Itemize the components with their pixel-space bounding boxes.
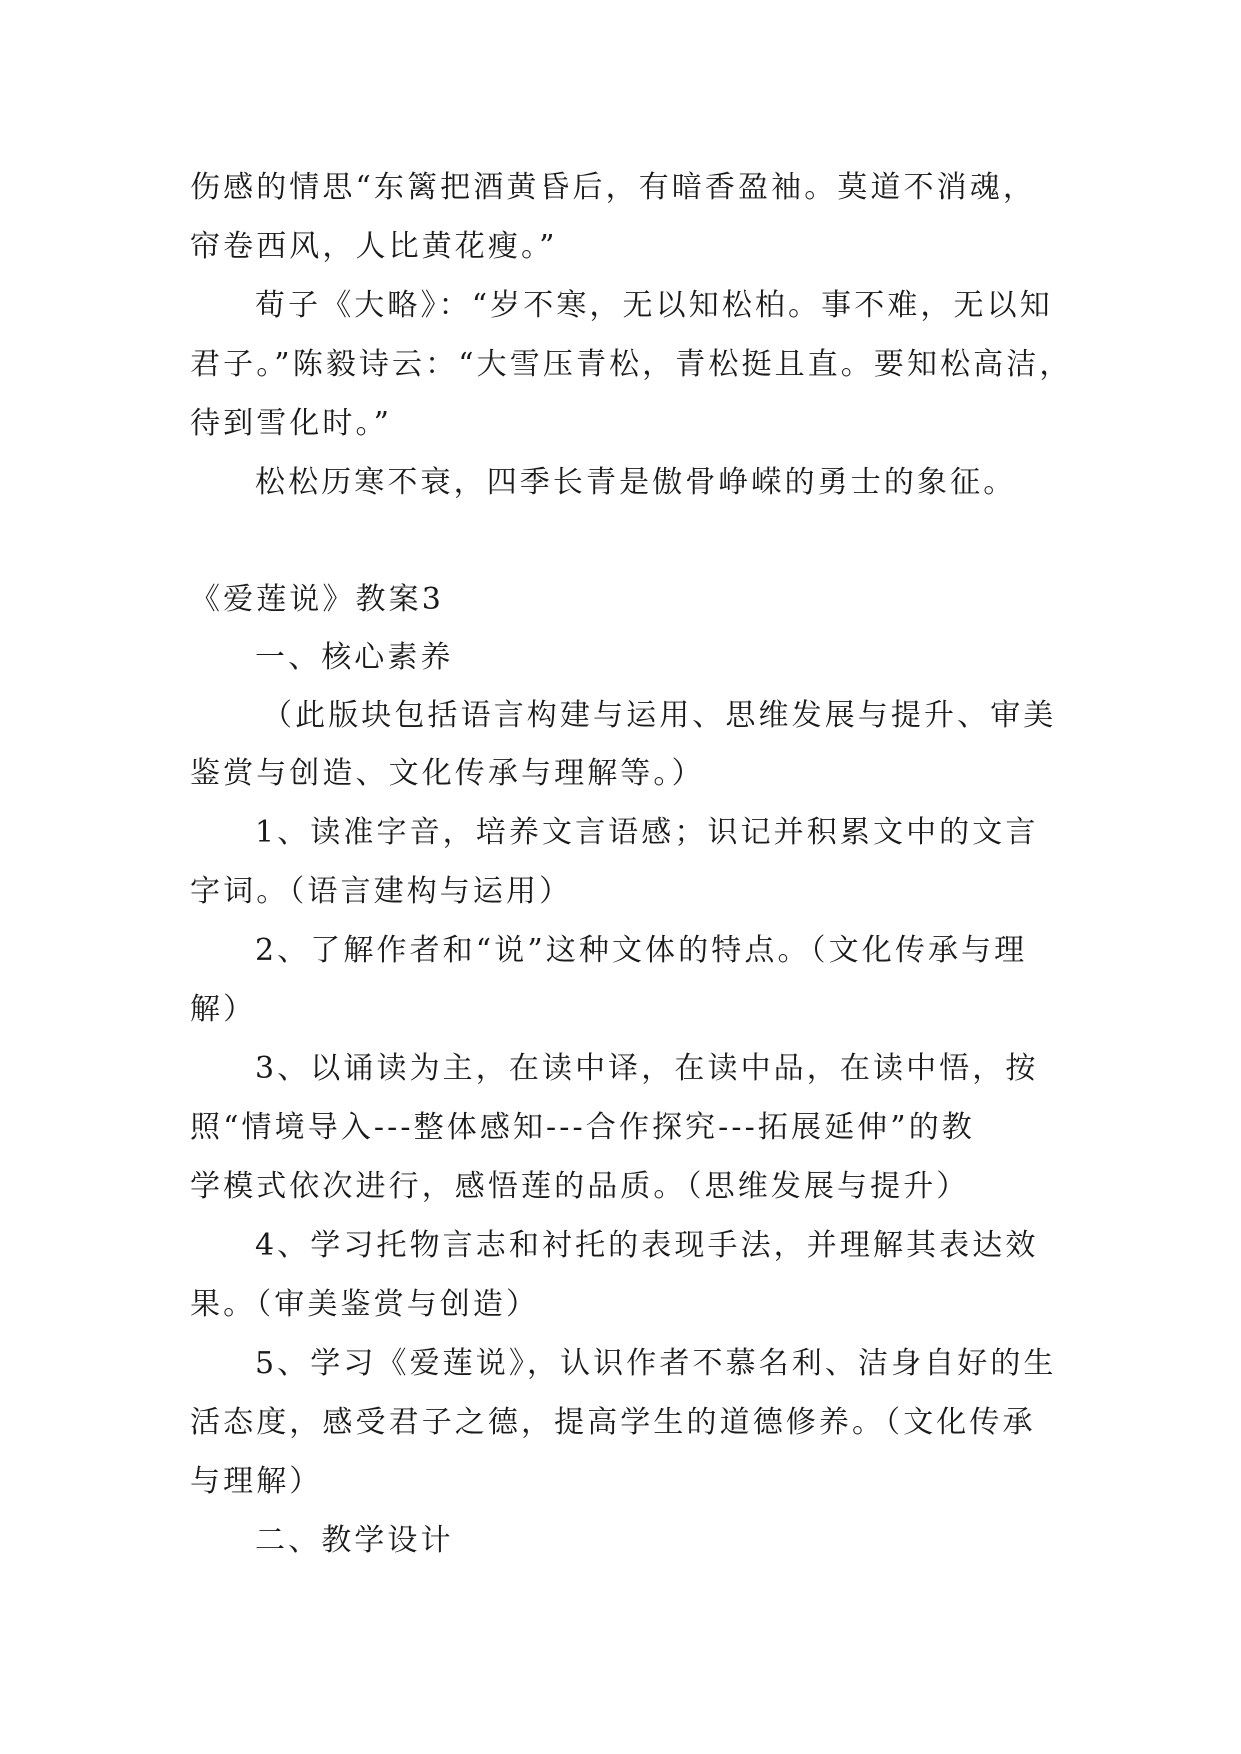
text-line: 荀子《大略》：“岁不寒，无以知松柏。事不难，无以知 [255,288,1053,323]
text-line: 4、学习托物言志和衬托的表现手法，并理解其表达效 [255,1228,1039,1263]
text-line: 字词。（语言建构与运用） [190,874,573,909]
text-line: 2、了解作者和“说”这种文体的特点。（文化传承与理 [255,933,1028,968]
text-line: 学模式依次进行，感悟莲的品质。（思维发展与提升） [190,1169,970,1204]
text-line: 5、学习《爱莲说》，认识作者不慕名利、洁身自好的生 [255,1346,1057,1381]
text-line: 待到雪化时。” [190,406,393,441]
text-line: 伤感的情思“东篱把酒黄昏后，有暗香盈袖。莫道不消魂， [190,170,1036,205]
section-heading: 二、教学设计 [255,1523,454,1558]
text-line: 3、以诵读为主，在读中译，在读中品，在读中悟，按 [255,1051,1039,1086]
section-title: 《爱莲说》教案3 [190,582,444,617]
text-line: 1、读准字音，培养文言语感；识记并积累文中的文言 [255,815,1039,850]
text-line: 照“情境导入---整体感知---合作探究---拓展延伸”的教 [190,1110,975,1145]
text-line: 帘卷西风，人比黄花瘦。” [190,229,558,264]
text-line: 鉴赏与创造、文化传承与理解等。） [190,756,705,791]
text-line: 解） [190,992,257,1027]
text-line: 与理解） [190,1464,323,1499]
text-line: 果。（审美鉴赏与创造） [190,1287,540,1322]
text-line: 松松历寒不衰，四季长青是傲骨峥嵘的勇士的象征。 [255,465,1017,500]
text-line: （此版块包括语言构建与运用、思维发展与提升、审美 [262,698,1057,733]
text-line: 君子。”陈毅诗云：“大雪压青松，青松挺且直。要知松高洁， [190,347,1073,382]
section-heading: 一、核心素养 [255,640,454,675]
text-line: 活态度，感受君子之德，提高学生的道德修养。（文化传承 [190,1405,1036,1440]
